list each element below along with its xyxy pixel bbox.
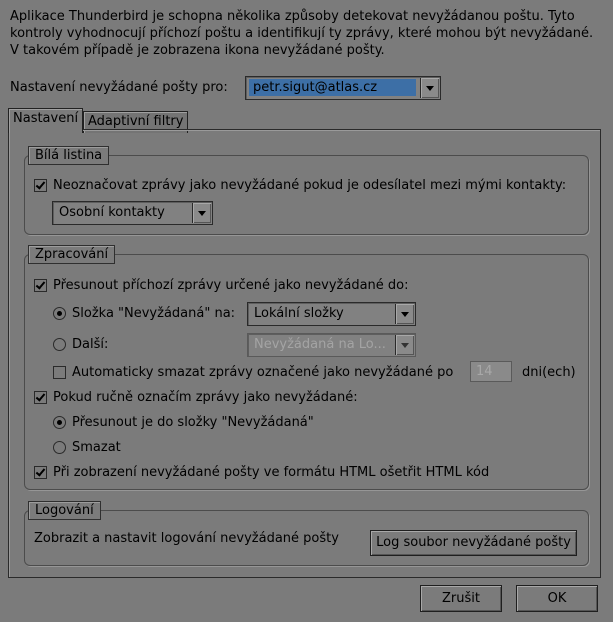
account-select[interactable] xyxy=(245,76,441,100)
folder-radio-label: Složka "Nevyžádaná" na: xyxy=(72,306,236,321)
manual-move-label: Přesunout je do složky "Nevyžádaná" xyxy=(72,415,314,430)
other-folder-select-value: Nevyžádaná na Lo... xyxy=(254,337,386,352)
manual-mark-checkbox[interactable] xyxy=(34,391,47,404)
logging-description: Zobrazit a nastavit logování nevyžádané pošty xyxy=(34,531,339,546)
other-folder-select[interactable] xyxy=(247,333,416,357)
addressbook-select[interactable] xyxy=(52,201,213,225)
folder-radio[interactable] xyxy=(53,307,66,320)
whitelist-checkbox[interactable] xyxy=(34,179,47,192)
folder-select-value: Lokální složky xyxy=(254,306,344,321)
chevron-down-icon xyxy=(192,203,211,223)
manual-delete-label: Smazat xyxy=(72,440,121,455)
addressbook-select-value: Osobní kontakty xyxy=(59,205,165,220)
whitelist-legend: Bílá listina xyxy=(28,146,109,165)
account-label: Nastavení nevyžádané pošty pro: xyxy=(10,80,228,95)
handling-legend: Zpracování xyxy=(28,245,115,264)
other-radio[interactable] xyxy=(53,338,66,351)
chevron-down-icon xyxy=(395,335,414,355)
sanitize-html-checkbox[interactable] xyxy=(34,466,47,479)
tab-settings[interactable] xyxy=(8,108,83,133)
purge-label: Automaticky smazat zprávy označené jako nevyžádané po xyxy=(72,365,454,380)
move-incoming-label: Přesunout příchozí zprávy určené jako nevyžádané do: xyxy=(53,278,409,293)
tab-adaptive-filters-label: Adaptivní filtry xyxy=(88,114,184,129)
sanitize-html-label: Při zobrazení nevyžádané pošty ve formátu HTML ošetřit HTML kód xyxy=(53,465,490,480)
manual-move-radio[interactable] xyxy=(53,416,66,429)
purge-checkbox[interactable] xyxy=(53,366,66,379)
chevron-down-icon xyxy=(395,304,414,324)
account-select-value: petr.sigut@atlas.cz xyxy=(249,79,416,96)
chevron-down-icon xyxy=(420,78,439,98)
tab-settings-label: Nastavení xyxy=(13,111,79,126)
logging-legend: Logování xyxy=(28,501,101,520)
whitelist-checkbox-label: Neoznačovat zprávy jako nevyžádané pokud je odesílatel mezi mými kontakty: xyxy=(53,178,567,193)
manual-delete-radio[interactable] xyxy=(53,441,66,454)
intro-text: Aplikace Thunderbird je schopna několika způsoby detekovat nevyžádanou poštu. Tyto kontroly vyhodnocují příchozí poštu a identifikují ty zprávy, které mohou být nevyžádané. V takovém případě je zobrazena ikona nevyžádané pošty. xyxy=(10,9,594,58)
junk-log-button[interactable]: Log soubor nevyžádané pošty xyxy=(370,530,577,556)
other-radio-label: Další: xyxy=(72,337,109,352)
manual-mark-label: Pokud ručně označím zprávy jako nevyžádané: xyxy=(53,390,358,405)
folder-select[interactable] xyxy=(247,302,416,326)
cancel-button[interactable]: Zrušit xyxy=(420,585,502,612)
move-incoming-checkbox[interactable] xyxy=(34,279,47,292)
purge-days-input[interactable]: 14 xyxy=(470,361,512,382)
purge-unit-label: dni(ech) xyxy=(522,365,576,380)
ok-button[interactable]: OK xyxy=(516,585,598,612)
